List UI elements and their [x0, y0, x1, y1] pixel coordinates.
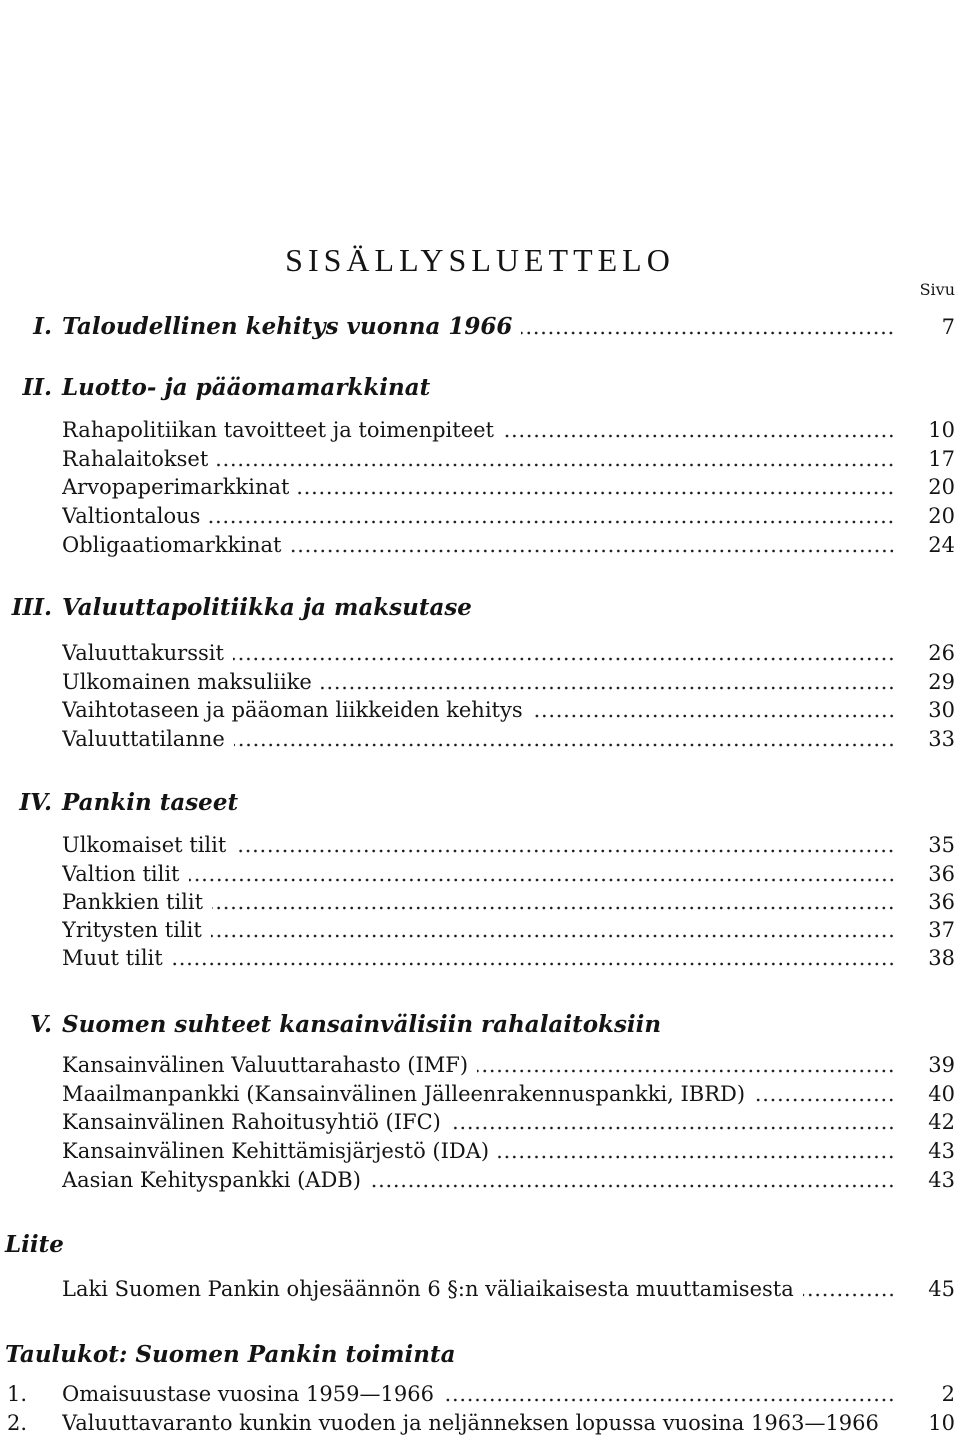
entry-label: Laki Suomen Pankin ohjesäännön 6 §:n väliaikaisesta muuttamisesta — [62, 1276, 794, 1301]
section-iii — [0, 594, 955, 753]
entry-label: Ulkomainen maksuliike — [62, 669, 312, 694]
dot-leader — [754, 1098, 895, 1102]
page-number: 24 — [928, 532, 955, 557]
entry-label: Pankkien tilit — [62, 889, 204, 914]
section-v — [0, 1011, 955, 1194]
page-column-label: Sivu — [919, 280, 955, 299]
section-title: Luotto- ja pääomamarkkinat — [62, 374, 431, 401]
toc-entry — [0, 888, 955, 916]
dot-leader — [172, 962, 895, 966]
dot-leader — [321, 686, 895, 690]
tables-section — [0, 1341, 955, 1437]
entry-label: Vaihtotaseen ja pääoman liikkeiden kehitys — [62, 698, 523, 723]
toc-entry — [0, 1108, 955, 1137]
toc-entry — [0, 1408, 955, 1437]
page-number: 42 — [928, 1110, 955, 1135]
entry-label: Maailmanpankki (Kansainvälinen Jälleenrakennuspankki, IBRD) — [62, 1081, 746, 1106]
dot-leader — [212, 906, 895, 910]
toc-entry — [0, 1050, 955, 1079]
entry-label: Arvopaperimarkkinat — [62, 475, 290, 500]
section-ii — [0, 374, 955, 559]
entry-label: Omaisuustase vuosina 1959—1966 — [62, 1382, 434, 1406]
page-title: SISÄLLYSLUETTELO — [285, 242, 675, 278]
page-number: 7 — [941, 315, 955, 339]
toc-entry — [0, 696, 955, 725]
toc-entry — [0, 501, 955, 530]
toc-entry — [0, 473, 955, 502]
entry-label: Valuuttavaranto kunkin vuoden ja neljänneksen lopussa vuosina 1963—1966 — [62, 1411, 879, 1435]
page-number: 10 — [928, 1411, 955, 1435]
page-number: 30 — [928, 698, 955, 723]
dot-leader — [298, 491, 895, 495]
toc-entry — [0, 1079, 955, 1108]
section-i — [0, 313, 955, 341]
toc-entry — [0, 944, 955, 972]
page-number: 26 — [928, 640, 955, 665]
section-title: Taulukot: Suomen Pankin toiminta — [5, 1341, 456, 1368]
appendix-section — [0, 1231, 955, 1303]
toc-entry — [0, 1379, 955, 1408]
entry-label: Aasian Kehityspankki (ADB) — [62, 1167, 361, 1192]
dot-leader — [209, 520, 895, 524]
dot-leader — [189, 878, 896, 882]
page-number: 10 — [928, 417, 955, 442]
entry-label: Ulkomaiset tilit — [62, 833, 227, 858]
dot-leader — [521, 331, 895, 335]
dot-leader — [498, 1155, 895, 1159]
dot-leader — [803, 1293, 895, 1297]
page-number: 35 — [928, 833, 955, 858]
dot-leader — [370, 1184, 895, 1188]
section-heading — [0, 1231, 955, 1259]
dot-leader — [443, 1398, 895, 1402]
page-number: 20 — [928, 504, 955, 528]
section-numeral: IV. — [19, 789, 52, 816]
table-number: 1. — [6, 1382, 27, 1406]
section-title: Liite — [5, 1231, 64, 1258]
section-numeral: V. — [30, 1011, 52, 1038]
dot-leader — [217, 463, 895, 467]
entry-label: Yritysten tilit — [62, 918, 202, 943]
entry-label: Muut tilit — [62, 946, 163, 971]
dot-leader — [233, 657, 895, 661]
toc-entry — [0, 1165, 955, 1194]
dot-leader — [211, 934, 895, 938]
toc-entry — [0, 415, 955, 444]
page-number: 2 — [941, 1382, 955, 1406]
dot-leader — [532, 714, 895, 718]
section-title: Suomen suhteet kansainvälisiin rahalaitoksiin — [62, 1011, 662, 1038]
section-iv — [0, 789, 955, 972]
dot-leader — [291, 549, 896, 553]
section-numeral: I. — [33, 313, 52, 340]
entry-label: Valtiontalous — [62, 504, 201, 528]
toc-entry — [0, 831, 955, 859]
toc-entry — [0, 667, 955, 696]
page-number: 38 — [928, 946, 955, 971]
table-number: 2. — [6, 1411, 27, 1435]
dot-leader — [477, 1069, 895, 1073]
toc-entry — [0, 444, 955, 473]
toc-entry — [0, 916, 955, 944]
toc-entry — [0, 1274, 955, 1303]
section-heading — [0, 313, 955, 341]
entry-label: Valtion tilit — [62, 861, 180, 886]
entry-label: Rahapolitiikan tavoitteet ja toimenpiteet — [62, 417, 494, 442]
toc-entry — [0, 1136, 955, 1165]
dot-leader — [235, 849, 895, 853]
page-number: 37 — [928, 918, 955, 943]
section-heading — [0, 1011, 955, 1039]
page-number: 40 — [928, 1081, 955, 1106]
section-title: Taloudellinen kehitys vuonna 1966 — [62, 313, 513, 340]
section-numeral: III. — [11, 594, 52, 621]
toc-entry — [0, 859, 955, 887]
section-title: Pankin taseet — [62, 789, 239, 816]
entry-label: Rahalaitokset — [62, 446, 209, 471]
section-heading — [0, 1341, 955, 1369]
entry-label: Kansainvälinen Valuuttarahasto (IMF) — [62, 1052, 469, 1077]
page-number: 36 — [928, 889, 955, 914]
section-title: Valuuttapolitiikka ja maksutase — [62, 594, 472, 621]
toc-entry — [0, 638, 955, 667]
page-number: 39 — [928, 1052, 955, 1077]
section-heading — [0, 789, 955, 817]
page-number: 29 — [928, 669, 955, 694]
page-number: 17 — [928, 446, 955, 471]
entry-label: Kansainvälinen Kehittämisjärjestö (IDA) — [62, 1139, 490, 1163]
page-number: 43 — [928, 1139, 955, 1163]
page-number: 20 — [928, 475, 955, 500]
entry-label: Obligaatiomarkkinat — [62, 532, 282, 557]
dot-leader — [234, 743, 895, 747]
page-number: 36 — [928, 861, 955, 886]
entry-label: Valuuttatilanne — [62, 727, 225, 751]
section-heading — [0, 594, 955, 622]
section-heading — [0, 374, 955, 402]
entry-label: Kansainvälinen Rahoitusyhtiö (IFC) — [62, 1110, 441, 1135]
page-number: 33 — [928, 727, 955, 751]
page-number: 43 — [928, 1167, 955, 1192]
page-number: 45 — [928, 1276, 955, 1301]
dot-leader — [450, 1126, 895, 1130]
section-numeral: II. — [22, 374, 52, 401]
toc-entry — [0, 724, 955, 753]
toc-entry — [0, 530, 955, 559]
entry-label: Valuuttakurssit — [62, 640, 224, 665]
dot-leader — [503, 434, 895, 438]
